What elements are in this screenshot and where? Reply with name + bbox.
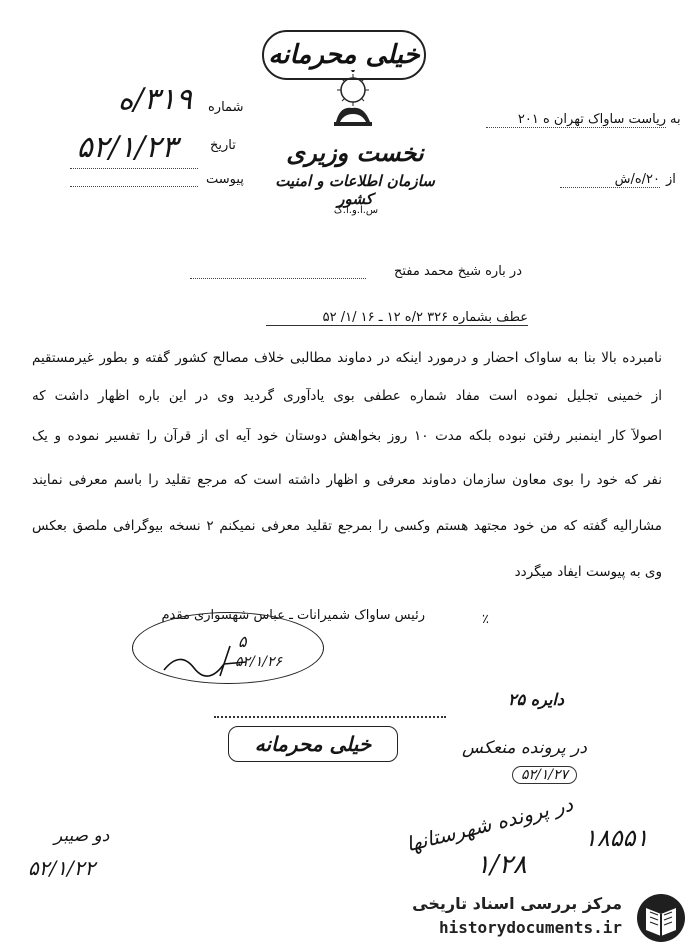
date-label: تاریخ <box>210 138 236 153</box>
body-line-1: نامبرده بالا بنا به ساواک احضار و درمورد اینکه در دماوند مطالبی خلاف مصالح کشور گفته و بطور غیرمستقیم <box>32 350 662 366</box>
body-mark: ٪ <box>482 612 489 627</box>
bottom-classification-stamp: خیلی محرمانه <box>228 726 398 762</box>
body-line-6: وی به پیوست ایفاد میگردد <box>514 564 662 580</box>
to-prefix: به <box>670 112 681 127</box>
org-subname: سازمان اطلاعات و امنیت کشور <box>275 172 435 208</box>
attachment-dotted-line <box>70 186 198 187</box>
org-name: نخست وزیری <box>286 138 424 167</box>
attachment-label: پیوست <box>206 172 244 187</box>
subject-line: در باره شیخ محمد مفتح <box>393 264 522 279</box>
body-line-4: نفر که خود را بوی معاون سازمان دماوند معرفی و اظهار داشته است که مرجع تقلید را باسم معرفی نمایند <box>32 472 662 488</box>
dossier-note: دایره ۲۵ <box>508 690 564 709</box>
signature-scribble <box>160 640 250 680</box>
top-stamp-text: خیلی محرمانه <box>268 40 420 70</box>
body-line-5: مشارالیه گفته که من خود مجتهد هستم وکسی را بمرجع تقلید معرفی نمیکنم ۲ نسخه بیوگرافی ملصق بعکس <box>32 518 662 534</box>
body-line-2: از خمینی تجلیل نموده است مفاد شماره عطفی بوی یادآوری گردید وی در این باره اظهار داشت که <box>32 388 662 404</box>
signature-line: رئیس ساواک شمیرانات ـ عباس شهسواری مقدم <box>161 608 425 623</box>
left-note-date: ۵۲/۱/۲۲ <box>28 856 96 880</box>
date-value: ۵۲/۱/۲۳ <box>76 130 178 165</box>
number-label: شماره <box>208 100 244 115</box>
oval-note: ۵ <box>238 632 247 651</box>
reference-line: عطف بشماره ۳۲۶ ۲/ه ۱۲ ـ ۱۶ /۱/ ۵۲ <box>266 310 528 326</box>
annotation-2: در پرونده شهرستانها <box>403 791 576 857</box>
date-dotted-line <box>70 168 198 169</box>
lion-and-sun-icon <box>328 70 378 130</box>
left-note: دو صیبر <box>54 826 110 846</box>
number-value: ۳۱۹/ه <box>117 82 192 117</box>
org-code: س.ا.و.ا.ک <box>333 205 379 216</box>
from-text: ۲۰/ه/ش <box>560 172 660 188</box>
book-logo-icon <box>632 892 690 944</box>
annotation-1-date: ۵۲/۱/۲۷ <box>512 766 577 784</box>
body-line-3: اصولاً کار اینمنبر رفتن نبوده بلکه مدت ۱۰ روز بخواهش دوستان خود آیه ای از قرآن را تفسیر نموده و یک <box>32 428 662 444</box>
oval-date: ۵۲/۱/۲۶ <box>235 654 283 670</box>
to-text: ریاست ساواک تهران ه ۲۰۱ <box>486 112 666 128</box>
annotation-1: در پرونده منعکس <box>462 738 587 758</box>
annotation-2-number: ۱۸۵۵۱ <box>584 824 649 852</box>
subject-dotted-line <box>190 278 366 279</box>
watermark <box>394 892 694 944</box>
watermark-url: historydocuments.ir <box>438 918 622 937</box>
from-prefix: از <box>666 172 676 187</box>
watermark-title: مرکز بررسی اسناد تاریخی <box>412 894 622 913</box>
annotation-2-date: ۱/۲۸ <box>476 850 527 880</box>
bottom-stamp-dotted-line <box>214 716 446 718</box>
